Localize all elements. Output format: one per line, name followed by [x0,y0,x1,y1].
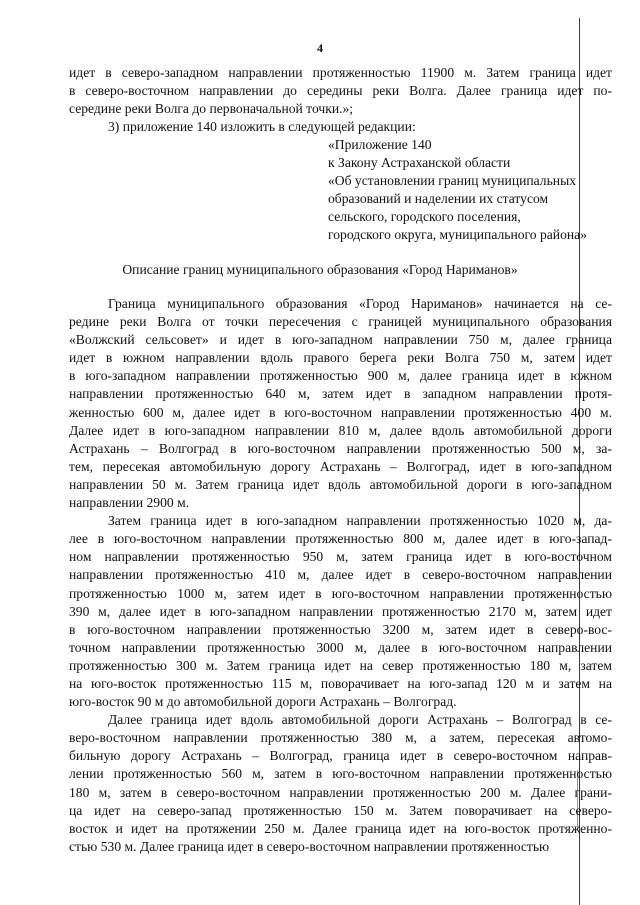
paragraph-line: веро-восточном направлении протяженностью 380 м, а затем, пересекая автомо- [69,730,612,746]
appendix-line: образований и наделении их статусом [328,191,549,207]
appendix-line: сельского, городского поселения, [328,209,521,225]
paragraph-line: на юго-восток протяженностью 115 м, поворачивает на юго-запад 120 м и затем на [69,675,612,691]
paragraph-line: в юго-восточном направлении протяженностью 3200 м, затем идет в северо-вос- [69,621,612,637]
intro-line: идет в северо-западном направлении протяженностью 11900 м. Затем граница идет [69,65,612,80]
intro-line: в северо-восточном направлении до середины реки Волга. Далее граница идет по- [69,83,612,99]
boundary-description [69,295,612,856]
paragraph-line: стью 530 м. Далее граница идет в северо-восточном направлении протяженностью [69,838,550,854]
paragraph-line: в юго-западном направлении протяженностью 900 м, далее граница идет в южном [69,368,612,384]
paragraph [69,512,612,711]
paragraph-line: направлении 2900 м. [69,495,190,511]
paragraph-line: лее в юго-восточном направлении протяженностью 800 м, далее идет в юго-запад- [69,531,612,547]
paragraph-line: восток и идет на протяжении 250 м. Далее граница идет на юго-восток протяженно- [69,820,612,836]
paragraph-line: идет в южном направлении вдоль правого берега реки Волга 750 м, затем идет [69,350,612,366]
paragraph-line: направлении протяженностью 640 м, затем идет в западном направлении протя- [69,386,612,402]
paragraph-line: Далее идет в юго-западном направлении 810 м, далее вдоль автомобильной дороги [69,422,612,438]
paragraph-line: Граница муниципального образования «Город Нариманов» начинается на се- [108,296,612,311]
paragraph-line: лении протяженностью 560 м, затем в юго-восточном направлении протяженностью [69,766,612,782]
paragraph-line: 390 м, далее идет в юго-западном направлении протяженностью 2170 м, затем идет [69,603,612,619]
paragraph-line: женностью 600 м, далее идет в юго-восточном направлении протяженностью 400 м. [69,404,612,420]
paragraph-line: тем, пересекая автомобильную дорогу Астрахань – Волгоград, идет в юго-западном [69,458,612,474]
appendix-line: «Приложение 140 [328,137,432,152]
paragraph-line: «Волжский сельсовет» и идет в юго-западном направлении 750 м, далее граница [69,332,612,348]
paragraph-line: протяженностью 300 м. Затем граница идет на север протяженностью 180 м, затем [69,657,612,673]
paragraph-line: бильную дорогу Астрахань – Волгоград, граница идет в северо-восточном направ- [69,748,612,764]
intro-text [69,64,612,136]
paragraph [69,711,612,856]
paragraph-line: редине реки Волга от точки пересечения с границей муниципального образования [69,314,612,330]
appendix-heading [328,136,618,245]
intro-line: середине реки Волга до первоначальной точки.»; [69,101,354,117]
paragraph-line: юго-восток 90 м до автомобильной дороги Астрахань – Волгоград. [69,694,457,710]
paragraph-line: Далее граница идет вдоль автомобильной дороги Астрахань – Волгоград в се- [108,712,612,728]
paragraph-line: ном направлении протяженностью 950 м, затем граница идет в юго-восточном [69,549,612,565]
paragraph-line: 180 м, затем в северо-восточном направлении протяженностью 200 м. Далее грани- [69,784,612,800]
section-title: Описание границ муниципального образования «Город Нариманов» [122,262,518,277]
paragraph-line: Затем граница идет в юго-западном направлении протяженностью 1020 м, да- [108,513,612,529]
page-number: 4 [317,41,323,55]
appendix-line: «Об установлении границ муниципальных [328,173,576,189]
appendix-line: к Закону Астраханской области [328,155,511,171]
paragraph [69,295,612,512]
paragraph-line: ца идет на северо-запад протяженностью 150 м. Затем поворачивает на северо- [69,802,612,818]
amendment-item: 3) приложение 140 изложить в следующей редакции: [108,119,416,135]
paragraph-line: направлении протяженностью 410 м, далее идет в северо-восточном направлении [69,567,612,583]
paragraph-line: направлении 50 м. Затем граница идет вдоль автомобильной дороги в юго-западном [69,476,612,492]
paragraph-line: протяженностью 1000 м, затем идет в юго-восточном направлении протяженностью [69,585,612,601]
paragraph-line: Астрахань – Волгоград в юго-восточном направлении протяженностью 500 м, за- [69,440,612,456]
appendix-line: городского округа, муниципального района» [328,227,587,243]
paragraph-line: точном направлении протяженностью 3000 м, далее в юго-восточном направлении [69,639,612,655]
